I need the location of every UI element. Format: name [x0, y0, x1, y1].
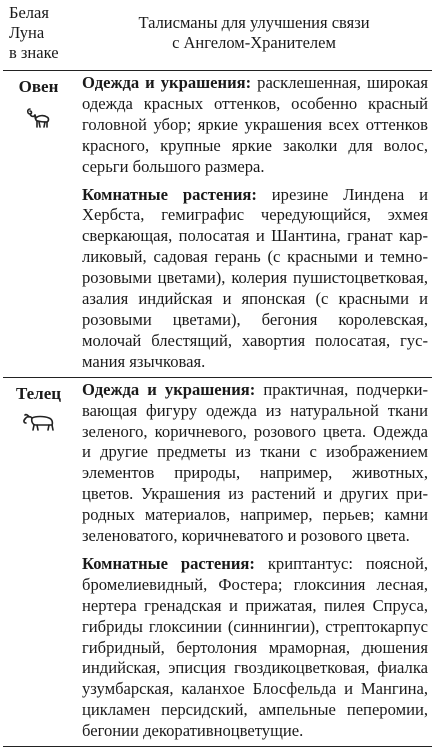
plants-text: криптантус: поясной, бромелиевидный, Фостера; глоксиния лесная, нертера гренадская и прижатая, пилея Спруса, гибриды глоксинии (синнингии), стрептокарпус гибридный, бертолония мраморная, дюшения индийская, эписция гвоздикоцветковая, фиалка узумбарская, каланхое Блосфельда и Мангина, цикламен персидский, ампельные пеперомии, бегонии декоративноцветущие.: [82, 553, 428, 741]
clothing-label: Одежда и украшения:: [82, 379, 256, 399]
clothing-label: Одежда и украшения:: [82, 73, 252, 92]
bull-icon: [22, 413, 56, 433]
header-talisman-column: [76, 0, 432, 71]
clothing-paragraph: [82, 73, 428, 178]
sign-cell: [3, 377, 76, 746]
plants-label: Комнатные растения:: [82, 553, 255, 573]
clothing-text: расклешенная, широкая одежда красных оттенков, особенно красный головной убор; яркие украшения всех оттенков красного, крупные яркие заколки для волос, серьги большого размера.: [82, 73, 428, 176]
ram-icon: [26, 106, 52, 130]
plants-label: Комнатные растения:: [82, 184, 257, 204]
clothing-paragraph: [82, 380, 428, 547]
table-row: [3, 71, 432, 378]
table-header: [3, 0, 432, 71]
header-talisman-line: с Ангелом-Хранителем: [172, 33, 336, 52]
header-sign-line: Белая: [9, 3, 49, 22]
sign-cell: [3, 71, 76, 378]
header-talisman-line: Талисманы для улучшения связи: [138, 13, 370, 32]
sign-name: Овен: [18, 77, 59, 96]
plants-paragraph: [82, 554, 428, 742]
plants-text: ирезине Линдена и Хербста, гемиграфис чередующийся, эхмея сверкающая, полосатая и Шантина, гранат карликовый, садовая герань (с красными и темно-розовыми цветами), колерия пушистоцветковая, азалия индийская и японская (с красными и розовыми цветами), бегония королевская, молочай блестящий, хавортия полосатая, гусмания язычковая.: [82, 184, 428, 371]
talisman-table: [3, 0, 432, 747]
talisman-cell: [76, 377, 432, 746]
plants-paragraph: [82, 185, 428, 373]
header-sign-line: Луна: [9, 23, 45, 42]
clothing-text: практичная, подчеркивающая фигуру одежда из натуральной ткани зеленого, коричневого, розового цвета. Одежда и другие предметы из ткани с изображением элементов природы, например, животных, цветов. Украшения из растений и других природных материалов, например, перьев; камни зеленоватого, коричневатого и розового цвета.: [82, 379, 428, 546]
talisman-cell: [76, 71, 432, 378]
header-sign-column: [3, 0, 76, 71]
sign-name: Телец: [15, 383, 62, 403]
table-row: [3, 377, 432, 746]
header-sign-line: в знаке: [9, 43, 59, 62]
